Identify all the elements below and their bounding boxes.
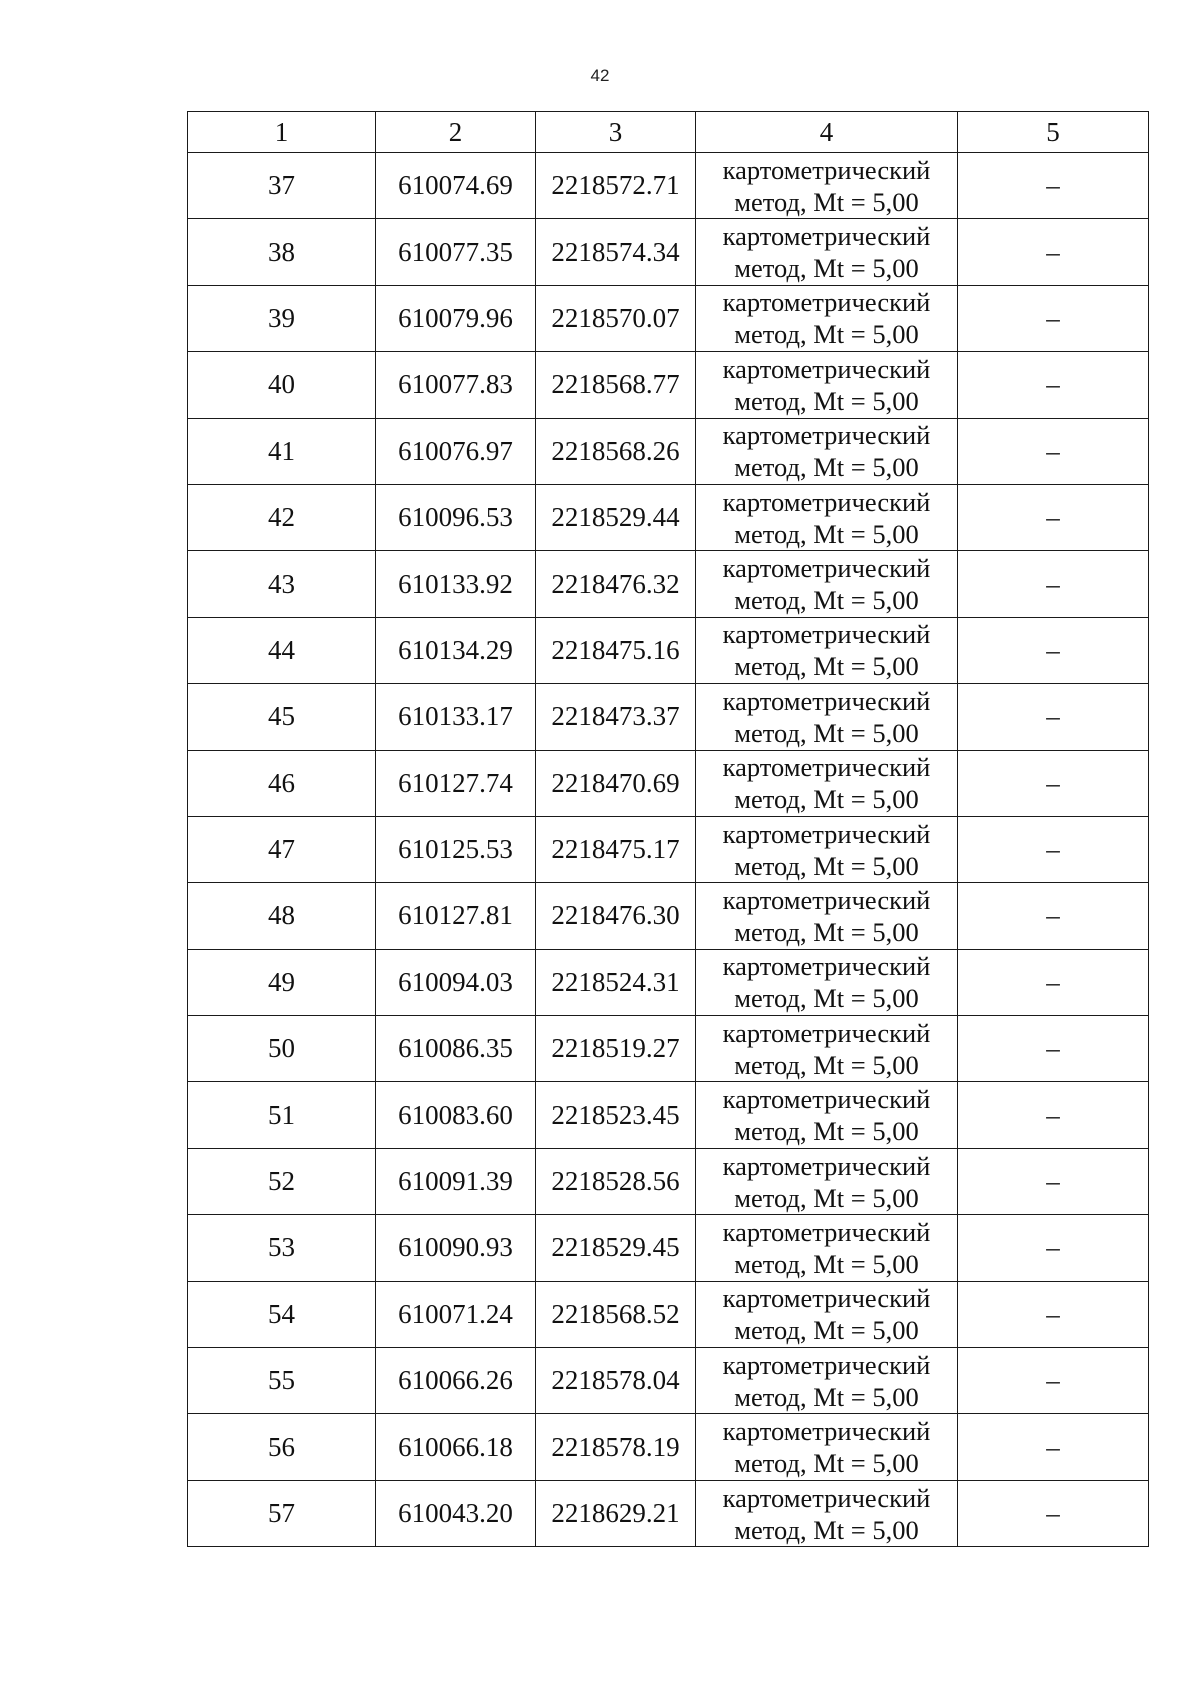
method-line-1: картометрический <box>722 287 931 318</box>
method-line-1: картометрический <box>722 353 931 384</box>
table-row <box>188 816 1149 882</box>
method-line-1: картометрический <box>722 1349 931 1380</box>
method-cell <box>696 1148 958 1214</box>
y-coordinate-cell: 2218523.45 <box>536 1082 696 1148</box>
table-row <box>188 949 1149 1015</box>
y-coordinate-cell: 2218578.19 <box>536 1414 696 1480</box>
note-cell: – <box>958 1480 1149 1546</box>
note-cell: – <box>958 551 1149 617</box>
method-line-2: метод, Mt = 5,00 <box>734 1182 919 1213</box>
method-line-2: метод, Mt = 5,00 <box>734 1049 919 1080</box>
point-number-cell: 56 <box>188 1414 376 1480</box>
method-cell <box>696 1480 958 1546</box>
y-coordinate-cell: 2218574.34 <box>536 219 696 285</box>
point-number-cell: 55 <box>188 1348 376 1414</box>
x-coordinate-cell: 610134.29 <box>376 617 536 683</box>
table-body <box>188 153 1149 1547</box>
method-cell <box>696 352 958 418</box>
method-line-1: картометрический <box>722 1482 931 1513</box>
y-coordinate-cell: 2218578.04 <box>536 1348 696 1414</box>
x-coordinate-cell: 610066.26 <box>376 1348 536 1414</box>
method-line-1: картометрический <box>722 818 931 849</box>
y-coordinate-cell: 2218473.37 <box>536 684 696 750</box>
point-number-cell: 47 <box>188 816 376 882</box>
header-row <box>188 112 1149 153</box>
method-line-1: картометрический <box>722 486 931 517</box>
header-cell-2: 2 <box>376 112 536 153</box>
table-row <box>188 418 1149 484</box>
x-coordinate-cell: 610125.53 <box>376 816 536 882</box>
method-line-1: картометрический <box>722 884 931 915</box>
point-number-cell: 54 <box>188 1281 376 1347</box>
note-cell: – <box>958 219 1149 285</box>
note-cell: – <box>958 418 1149 484</box>
method-line-2: метод, Mt = 5,00 <box>734 983 919 1014</box>
x-coordinate-cell: 610127.81 <box>376 883 536 949</box>
y-coordinate-cell: 2218629.21 <box>536 1480 696 1546</box>
point-number-cell: 51 <box>188 1082 376 1148</box>
point-number-cell: 53 <box>188 1215 376 1281</box>
method-line-1: картометрический <box>722 1150 931 1181</box>
x-coordinate-cell: 610076.97 <box>376 418 536 484</box>
y-coordinate-cell: 2218570.07 <box>536 285 696 351</box>
note-cell: – <box>958 285 1149 351</box>
header-cell-1: 1 <box>188 112 376 153</box>
y-coordinate-cell: 2218519.27 <box>536 1016 696 1082</box>
method-line-1: картометрический <box>722 1084 931 1115</box>
table-row <box>188 1414 1149 1480</box>
method-line-2: метод, Mt = 5,00 <box>734 585 919 616</box>
table-row <box>188 750 1149 816</box>
point-number-cell: 50 <box>188 1016 376 1082</box>
method-line-2: метод, Mt = 5,00 <box>734 916 919 947</box>
method-line-1: картометрический <box>722 154 931 185</box>
x-coordinate-cell: 610086.35 <box>376 1016 536 1082</box>
x-coordinate-cell: 610127.74 <box>376 750 536 816</box>
note-cell: – <box>958 750 1149 816</box>
method-line-1: картометрический <box>722 1216 931 1247</box>
method-cell <box>696 617 958 683</box>
note-cell: – <box>958 153 1149 219</box>
point-number-cell: 40 <box>188 352 376 418</box>
point-number-cell: 45 <box>188 684 376 750</box>
point-number-cell: 44 <box>188 617 376 683</box>
page-number: 42 <box>590 66 610 85</box>
table-row <box>188 684 1149 750</box>
note-cell: – <box>958 1082 1149 1148</box>
x-coordinate-cell: 610066.18 <box>376 1414 536 1480</box>
note-cell: – <box>958 1348 1149 1414</box>
method-cell <box>696 684 958 750</box>
method-line-2: метод, Mt = 5,00 <box>734 1248 919 1279</box>
method-line-2: метод, Mt = 5,00 <box>734 651 919 682</box>
method-line-2: метод, Mt = 5,00 <box>734 253 919 284</box>
table-row <box>188 352 1149 418</box>
note-cell: – <box>958 1414 1149 1480</box>
method-line-2: метод, Mt = 5,00 <box>734 1448 919 1479</box>
method-line-1: картометрический <box>722 221 931 252</box>
method-cell <box>696 949 958 1015</box>
y-coordinate-cell: 2218529.44 <box>536 484 696 550</box>
y-coordinate-cell: 2218529.45 <box>536 1215 696 1281</box>
method-line-1: картометрический <box>722 1017 931 1048</box>
method-cell <box>696 484 958 550</box>
method-line-2: метод, Mt = 5,00 <box>734 850 919 881</box>
table-row <box>188 1082 1149 1148</box>
method-line-1: картометрический <box>722 420 931 451</box>
coordinates-table-container <box>187 111 1148 1547</box>
method-line-1: картометрический <box>722 1283 931 1314</box>
point-number-cell: 43 <box>188 551 376 617</box>
method-line-2: метод, Mt = 5,00 <box>734 186 919 217</box>
method-line-2: метод, Mt = 5,00 <box>734 518 919 549</box>
method-line-2: метод, Mt = 5,00 <box>734 452 919 483</box>
x-coordinate-cell: 610079.96 <box>376 285 536 351</box>
method-line-2: метод, Mt = 5,00 <box>734 385 919 416</box>
point-number-cell: 42 <box>188 484 376 550</box>
method-line-2: метод, Mt = 5,00 <box>734 784 919 815</box>
x-coordinate-cell: 610090.93 <box>376 1215 536 1281</box>
note-cell: – <box>958 883 1149 949</box>
table-row <box>188 617 1149 683</box>
method-line-2: метод, Mt = 5,00 <box>734 717 919 748</box>
method-cell <box>696 285 958 351</box>
method-cell <box>696 1082 958 1148</box>
note-cell: – <box>958 1016 1149 1082</box>
point-number-cell: 48 <box>188 883 376 949</box>
method-cell <box>696 551 958 617</box>
method-cell <box>696 816 958 882</box>
note-cell: – <box>958 684 1149 750</box>
table-header <box>188 112 1149 153</box>
x-coordinate-cell: 610133.17 <box>376 684 536 750</box>
note-cell: – <box>958 484 1149 550</box>
note-cell: – <box>958 1215 1149 1281</box>
x-coordinate-cell: 610071.24 <box>376 1281 536 1347</box>
point-number-cell: 46 <box>188 750 376 816</box>
x-coordinate-cell: 610083.60 <box>376 1082 536 1148</box>
table-row <box>188 1348 1149 1414</box>
method-cell <box>696 883 958 949</box>
method-line-1: картометрический <box>722 752 931 783</box>
header-cell-5: 5 <box>958 112 1149 153</box>
note-cell: – <box>958 617 1149 683</box>
table-row <box>188 484 1149 550</box>
y-coordinate-cell: 2218475.17 <box>536 816 696 882</box>
x-coordinate-cell: 610133.92 <box>376 551 536 617</box>
method-line-2: метод, Mt = 5,00 <box>734 1514 919 1545</box>
method-line-2: метод, Mt = 5,00 <box>734 1116 919 1147</box>
method-line-1: картометрический <box>722 1416 931 1447</box>
method-line-1: картометрический <box>722 553 931 584</box>
point-number-cell: 38 <box>188 219 376 285</box>
y-coordinate-cell: 2218568.52 <box>536 1281 696 1347</box>
note-cell: – <box>958 949 1149 1015</box>
method-cell <box>696 219 958 285</box>
y-coordinate-cell: 2218475.16 <box>536 617 696 683</box>
point-number-cell: 39 <box>188 285 376 351</box>
method-line-2: метод, Mt = 5,00 <box>734 319 919 350</box>
table-row <box>188 883 1149 949</box>
method-line-1: картометрический <box>722 619 931 650</box>
method-line-2: метод, Mt = 5,00 <box>734 1315 919 1346</box>
header-cell-3: 3 <box>536 112 696 153</box>
coordinates-table <box>187 111 1149 1547</box>
point-number-cell: 41 <box>188 418 376 484</box>
method-cell <box>696 418 958 484</box>
x-coordinate-cell: 610077.35 <box>376 219 536 285</box>
y-coordinate-cell: 2218568.77 <box>536 352 696 418</box>
point-number-cell: 52 <box>188 1148 376 1214</box>
header-cell-4: 4 <box>696 112 958 153</box>
x-coordinate-cell: 610077.83 <box>376 352 536 418</box>
method-line-1: картометрический <box>722 951 931 982</box>
y-coordinate-cell: 2218572.71 <box>536 153 696 219</box>
note-cell: – <box>958 816 1149 882</box>
note-cell: – <box>958 1281 1149 1347</box>
table-row <box>188 1480 1149 1546</box>
y-coordinate-cell: 2218528.56 <box>536 1148 696 1214</box>
table-row <box>188 1215 1149 1281</box>
table-row <box>188 1148 1149 1214</box>
table-row <box>188 285 1149 351</box>
method-line-1: картометрический <box>722 685 931 716</box>
method-cell <box>696 1348 958 1414</box>
y-coordinate-cell: 2218568.26 <box>536 418 696 484</box>
x-coordinate-cell: 610091.39 <box>376 1148 536 1214</box>
x-coordinate-cell: 610094.03 <box>376 949 536 1015</box>
y-coordinate-cell: 2218476.30 <box>536 883 696 949</box>
x-coordinate-cell: 610074.69 <box>376 153 536 219</box>
point-number-cell: 37 <box>188 153 376 219</box>
y-coordinate-cell: 2218524.31 <box>536 949 696 1015</box>
y-coordinate-cell: 2218476.32 <box>536 551 696 617</box>
method-cell <box>696 1016 958 1082</box>
method-cell <box>696 1281 958 1347</box>
point-number-cell: 57 <box>188 1480 376 1546</box>
method-cell <box>696 1414 958 1480</box>
method-cell <box>696 750 958 816</box>
point-number-cell: 49 <box>188 949 376 1015</box>
x-coordinate-cell: 610096.53 <box>376 484 536 550</box>
note-cell: – <box>958 352 1149 418</box>
table-row <box>188 1281 1149 1347</box>
table-row <box>188 1016 1149 1082</box>
table-row <box>188 153 1149 219</box>
table-row <box>188 551 1149 617</box>
method-cell <box>696 153 958 219</box>
method-line-2: метод, Mt = 5,00 <box>734 1381 919 1412</box>
y-coordinate-cell: 2218470.69 <box>536 750 696 816</box>
note-cell: – <box>958 1148 1149 1214</box>
x-coordinate-cell: 610043.20 <box>376 1480 536 1546</box>
method-cell <box>696 1215 958 1281</box>
table-row <box>188 219 1149 285</box>
